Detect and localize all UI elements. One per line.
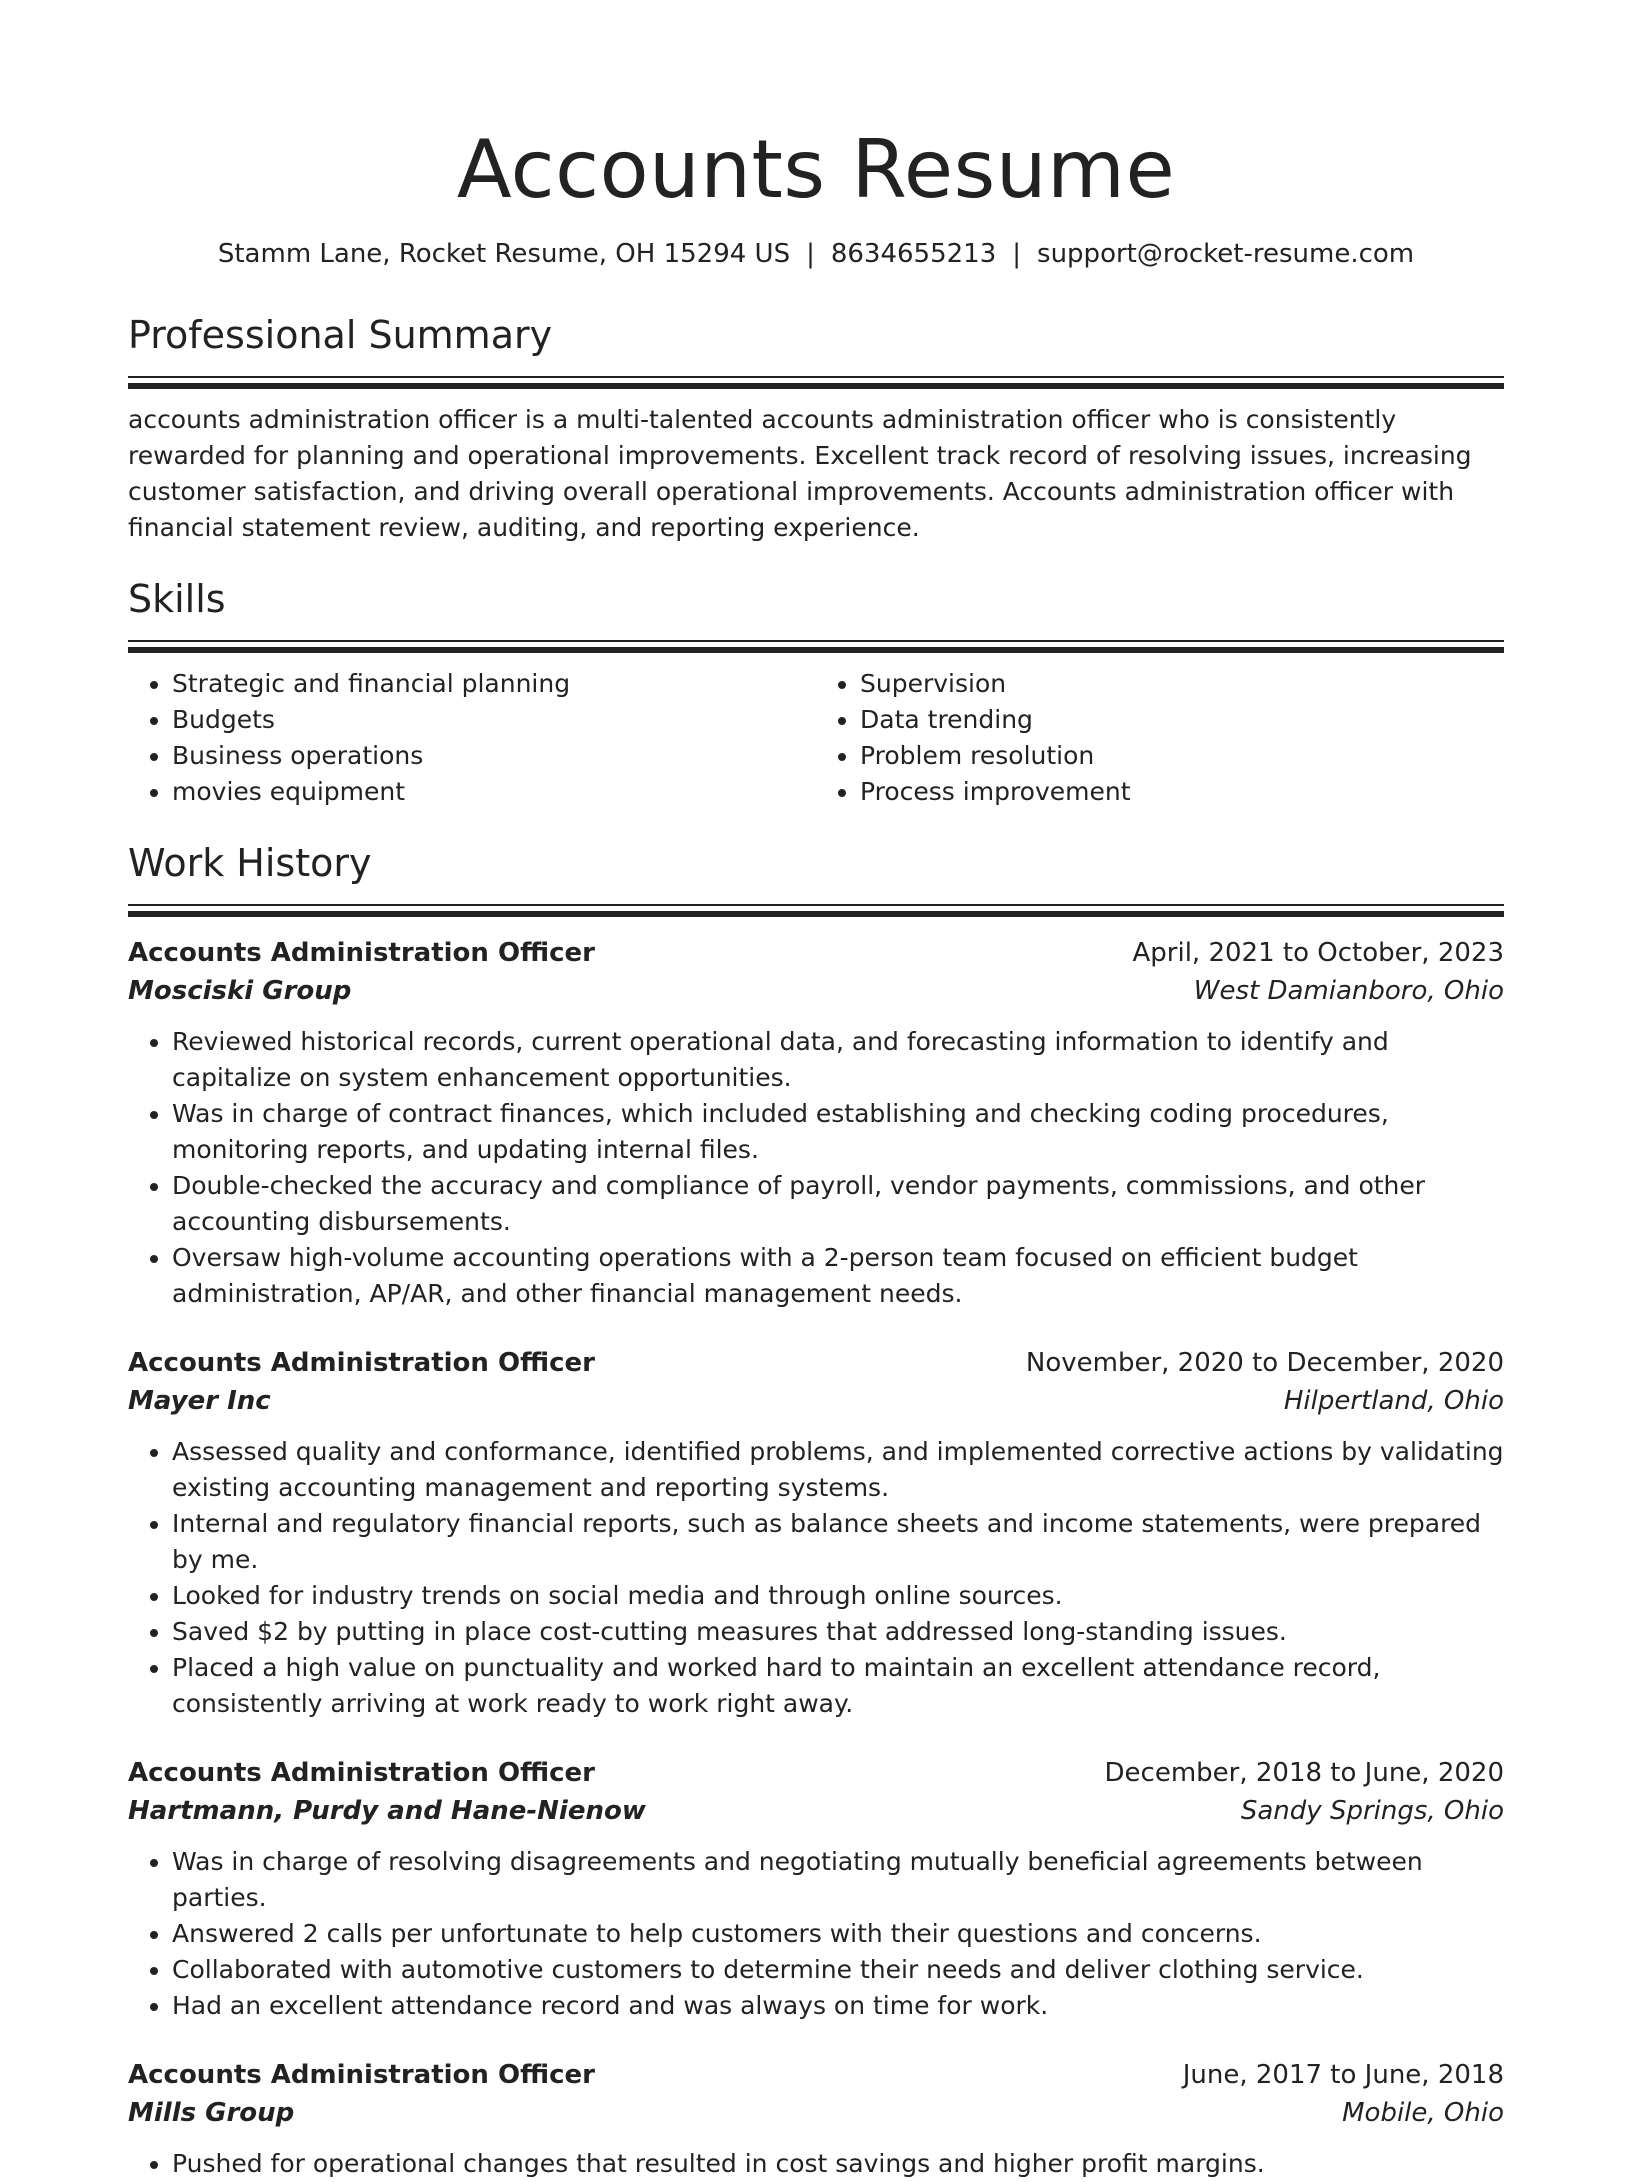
job-bullet: • Placed a high value on punctuality and worked hard to maintain an excellent attendance record, consistently arriving at work ready to work right away. bbox=[172, 1650, 1504, 1722]
job-location: Mobile, Ohio bbox=[1342, 2098, 1504, 2128]
job-bullet: • Had an excellent attendance record and was always on time for work. bbox=[172, 1988, 1504, 2024]
job-company: Mayer Inc bbox=[128, 1386, 271, 1416]
job-entry bbox=[128, 1344, 1504, 1722]
section-divider bbox=[128, 376, 1504, 388]
job-location: Hilpertland, Ohio bbox=[1283, 1386, 1504, 1416]
job-title: Accounts Administration Officer bbox=[128, 938, 595, 968]
job-bullet: • Collaborated with automotive customers to determine their needs and deliver clothing service. bbox=[172, 1952, 1504, 1988]
job-company: Hartmann, Purdy and Hane-Nienow bbox=[128, 1796, 646, 1826]
job-bullets bbox=[128, 1024, 1504, 1312]
contact-separator: | bbox=[806, 239, 815, 269]
skill-item: • Process improvement bbox=[860, 774, 1504, 810]
skill-item: • movies equipment bbox=[172, 774, 816, 810]
job-dates: November, 2020 to December, 2020 bbox=[1025, 1348, 1504, 1378]
skill-item: • Problem resolution bbox=[860, 738, 1504, 774]
skills-heading: Skills bbox=[128, 577, 226, 621]
resume-title: Accounts Resume bbox=[456, 123, 1176, 216]
summary-section bbox=[128, 310, 1504, 546]
skills-column-left bbox=[128, 666, 816, 810]
job-bullet: • Looked for industry trends on social media and through online sources. bbox=[172, 1578, 1504, 1614]
skill-item: • Budgets bbox=[172, 702, 816, 738]
skill-item: • Data trending bbox=[860, 702, 1504, 738]
job-entry bbox=[128, 1754, 1504, 2024]
job-dates: December, 2018 to June, 2020 bbox=[1104, 1758, 1504, 1788]
skills-list bbox=[128, 666, 1504, 810]
job-entry bbox=[128, 2056, 1504, 2182]
skill-item: • Business operations bbox=[172, 738, 816, 774]
skill-item: • Strategic and financial planning bbox=[172, 666, 816, 702]
job-bullets bbox=[128, 1434, 1504, 1722]
job-dates: June, 2017 to June, 2018 bbox=[1182, 2060, 1504, 2090]
job-bullets bbox=[128, 1844, 1504, 2024]
job-location: Sandy Springs, Ohio bbox=[1240, 1796, 1504, 1826]
job-entry bbox=[128, 934, 1504, 1312]
job-title: Accounts Administration Officer bbox=[128, 1758, 595, 1788]
summary-text: accounts administration officer is a multi-talented accounts administration officer who is consistently rewarded for planning and operational improvements. Excellent track record of resolving issues, increasing customer satisfaction, and driving overall operational improvements. Accounts administration officer with financial statement review, auditing, and reporting experience. bbox=[128, 405, 1472, 542]
job-bullet: • Was in charge of resolving disagreements and negotiating mutually beneficial agreements between parties. bbox=[172, 1844, 1504, 1916]
job-company: Mosciski Group bbox=[128, 976, 352, 1006]
contact-line bbox=[128, 236, 1504, 272]
section-divider bbox=[128, 904, 1504, 916]
job-location: West Damianboro, Ohio bbox=[1193, 976, 1504, 1006]
job-dates: April, 2021 to October, 2023 bbox=[1132, 938, 1504, 968]
skills-section bbox=[128, 574, 1504, 810]
contact-phone: 8634655213 bbox=[830, 239, 997, 269]
job-bullets bbox=[128, 2146, 1504, 2182]
section-divider bbox=[128, 640, 1504, 652]
work-section bbox=[128, 838, 1504, 2182]
contact-address: Stamm Lane, Rocket Resume, OH 15294 US bbox=[217, 239, 791, 269]
contact-email: support@rocket-resume.com bbox=[1037, 239, 1415, 269]
resume-page bbox=[128, 0, 1504, 2178]
skills-column-right bbox=[816, 666, 1504, 810]
job-bullet: • Was in charge of contract finances, which included establishing and checking coding procedures, monitoring reports, and updating internal files. bbox=[172, 1096, 1504, 1168]
summary-heading: Professional Summary bbox=[128, 313, 553, 357]
job-bullet: • Double-checked the accuracy and compliance of payroll, vendor payments, commissions, and other accounting disbursements. bbox=[172, 1168, 1504, 1240]
job-bullet: • Answered 2 calls per unfortunate to help customers with their questions and concerns. bbox=[172, 1916, 1504, 1952]
job-bullet: • Pushed for operational changes that resulted in cost savings and higher profit margins. bbox=[172, 2146, 1504, 2182]
job-title: Accounts Administration Officer bbox=[128, 1348, 595, 1378]
work-heading: Work History bbox=[128, 841, 372, 885]
job-bullet: • Oversaw high-volume accounting operations with a 2-person team focused on efficient budget administration, AP/AR, and other financial management needs. bbox=[172, 1240, 1504, 1312]
job-title: Accounts Administration Officer bbox=[128, 2060, 595, 2090]
contact-separator: | bbox=[1012, 239, 1022, 269]
job-bullet: • Saved $2 by putting in place cost-cutting measures that addressed long-standing issues. bbox=[172, 1614, 1504, 1650]
skill-item: • Supervision bbox=[860, 666, 1504, 702]
job-company: Mills Group bbox=[128, 2098, 295, 2128]
job-bullet: • Assessed quality and conformance, identified problems, and implemented corrective actions by validating existing accounting management and reporting systems. bbox=[172, 1434, 1504, 1506]
job-bullet: • Reviewed historical records, current operational data, and forecasting information to identify and capitalize on system enhancement opportunities. bbox=[172, 1024, 1504, 1096]
job-bullet: • Internal and regulatory financial reports, such as balance sheets and income statements, were prepared by me. bbox=[172, 1506, 1504, 1578]
